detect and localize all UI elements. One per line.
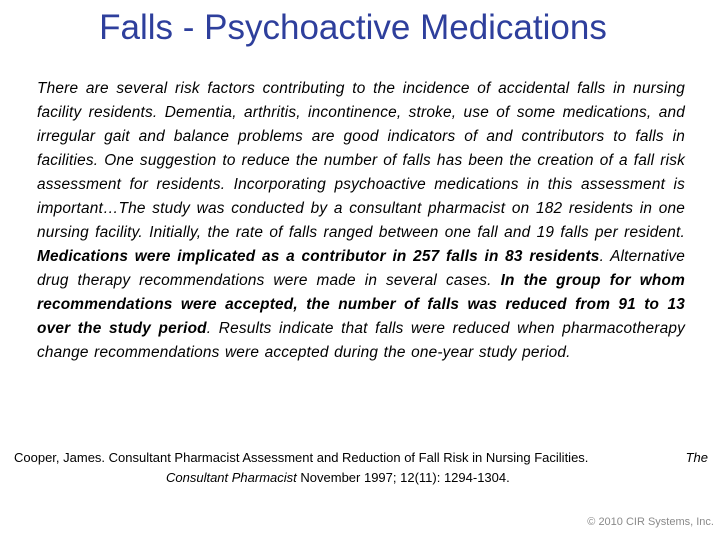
body-bold-part-1: Medications were implicated as a contributor in 257 falls in 83 residents: [37, 248, 600, 265]
copyright-notice: © 2010 CIR Systems, Inc.: [587, 516, 714, 528]
citation-line-1: [8, 448, 708, 468]
citation-journal: Consultant Pharmacist: [166, 470, 297, 485]
body-text-part-2: . Alternative drug therapy recommendations were made in several cases.: [37, 248, 686, 289]
body-text-part-3: . Results indicate that falls were reduced when pharmacotherapy change recommendations were accepted during the one-year study period.: [37, 320, 685, 361]
citation-line-2: [8, 468, 708, 488]
body-text-part-1: There are several risk factors contributing to the incidence of accidental falls in nursing facility residents. Dementia, arthritis, incontinence, stroke, use of some medications, and irregular gait and balance problems are good indicators of and contributors to falls in facilities. One suggestion to reduce the number of falls has been the creation of a fall risk assessment for residents. Incorporating psychoactive medications in this assessment is important…The study was conducted by a consultant pharmacist on 182 residents in one nursing facility. Initially, the rate of falls ranged between one fall and 19 falls per resident.: [37, 80, 685, 241]
citation-details: November 1997; 12(11): 1294-1304.: [296, 470, 510, 485]
citation-reference: Cooper, James. Consultant Pharmacist Assessment and Reduction of Fall Risk in Nursing Facilities.: [14, 450, 589, 465]
citation-the: The: [685, 450, 708, 465]
slide-title: Falls - Psychoactive Medications: [99, 8, 607, 47]
citation: [8, 448, 708, 488]
body-bold-part-2: In the group for whom recommendations were accepted, the number of falls was reduced from 91 to 13 over the study period: [37, 272, 685, 337]
body-paragraph: [37, 77, 685, 365]
